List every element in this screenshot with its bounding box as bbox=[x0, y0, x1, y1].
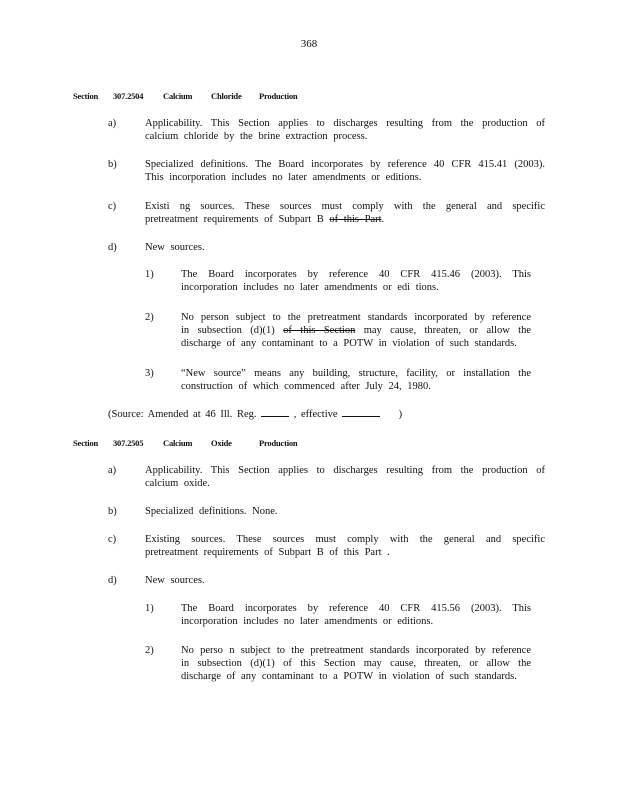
subsection-label: c) bbox=[108, 201, 117, 212]
section-title-word: Calcium bbox=[163, 438, 193, 448]
subsection-label: 1) bbox=[145, 269, 154, 280]
subsection-text bbox=[181, 311, 531, 350]
subsection-text: Specialized definitions. The Board incorporates by reference 40 CFR 415.41 (2003). This incorporation includes no later amendments or editions. bbox=[145, 159, 545, 183]
section-title-word: Oxide bbox=[211, 438, 232, 448]
struck-text: of this Part bbox=[329, 214, 382, 225]
text-run: . bbox=[381, 214, 385, 225]
subsection-label: c) bbox=[108, 534, 117, 545]
subsection-text: Existing sources. These sources must comply with the general and specific pretreatment requirements of Subpart B of this Part . bbox=[145, 534, 545, 558]
section-label: Section bbox=[73, 438, 99, 448]
section-title-word: Production bbox=[259, 438, 298, 448]
struck-text: of this Section bbox=[283, 325, 356, 336]
source-prefix: (Source: Amended at 46 Ill. Reg. bbox=[108, 409, 257, 420]
subsection-text: The Board incorporates by reference 40 CFR 415.56 (2003). This incorporation includes no later amendments or editions. bbox=[181, 603, 531, 627]
subsection-text: Applicability. This Section applies to discharges resulting from the production of calcium chloride by the brine extraction process. bbox=[145, 118, 545, 142]
blank-line bbox=[342, 407, 380, 417]
subsection-label: a) bbox=[108, 118, 117, 129]
subsection-text: The Board incorporates by reference 40 CFR 415.46 (2003). This incorporation includes no later amendments or edi tions. bbox=[181, 269, 531, 293]
section-title-word: Production bbox=[259, 91, 298, 101]
section-heading bbox=[73, 437, 297, 450]
subsection-label: d) bbox=[108, 575, 117, 586]
subsection-label: a) bbox=[108, 465, 117, 476]
subsection-label: 3) bbox=[145, 368, 154, 379]
section-title-word: Chloride bbox=[211, 91, 242, 101]
source-note bbox=[108, 407, 402, 421]
subsection-text: New sources. bbox=[145, 242, 205, 253]
subsection-text: Specialized definitions. None. bbox=[145, 506, 278, 517]
subsection-label: d) bbox=[108, 242, 117, 253]
page-number: 368 bbox=[300, 38, 318, 50]
section-number: 307.2505 bbox=[113, 438, 144, 448]
text-run: Existi ng sources. These sources must comply with the general and specific pretreatment requirements of Subpart B bbox=[145, 201, 545, 225]
subsection-label: 2) bbox=[145, 645, 154, 656]
blank-line bbox=[261, 407, 289, 417]
subsection-text: No perso n subject to the pretreatment standards incorporated by reference in subsection (d)(1) of this Section may cause, threaten, or allow the discharge of any contaminant to a POTW in violation of such standards. bbox=[181, 645, 531, 682]
subsection-text: Applicability. This Section applies to discharges resulting from the production of calcium oxide. bbox=[145, 465, 545, 489]
section-label: Section bbox=[73, 91, 99, 101]
section-number: 307.2504 bbox=[113, 91, 144, 101]
source-suffix: ) bbox=[398, 409, 403, 420]
subsection-label: 2) bbox=[145, 312, 154, 323]
subsection-text: “New source” means any building, structure, facility, or installation the construction of which commenced after July 24, 1980. bbox=[181, 368, 531, 392]
section-title-word: Calcium bbox=[163, 91, 193, 101]
subsection-text: New sources. bbox=[145, 575, 205, 586]
subsection-label: b) bbox=[108, 159, 117, 170]
subsection-text bbox=[145, 200, 545, 226]
text-run: may cause, threaten, or allow the discharge of any contaminant to a POTW in violation of such standards. bbox=[181, 325, 531, 349]
section-heading bbox=[73, 90, 297, 103]
source-middle: , effective bbox=[293, 409, 338, 420]
subsection-label: 1) bbox=[145, 603, 154, 614]
text-run: No person subject to the pretreatment standards incorporated by reference in subsection (d)(1) bbox=[181, 312, 531, 336]
subsection-label: b) bbox=[108, 506, 117, 517]
